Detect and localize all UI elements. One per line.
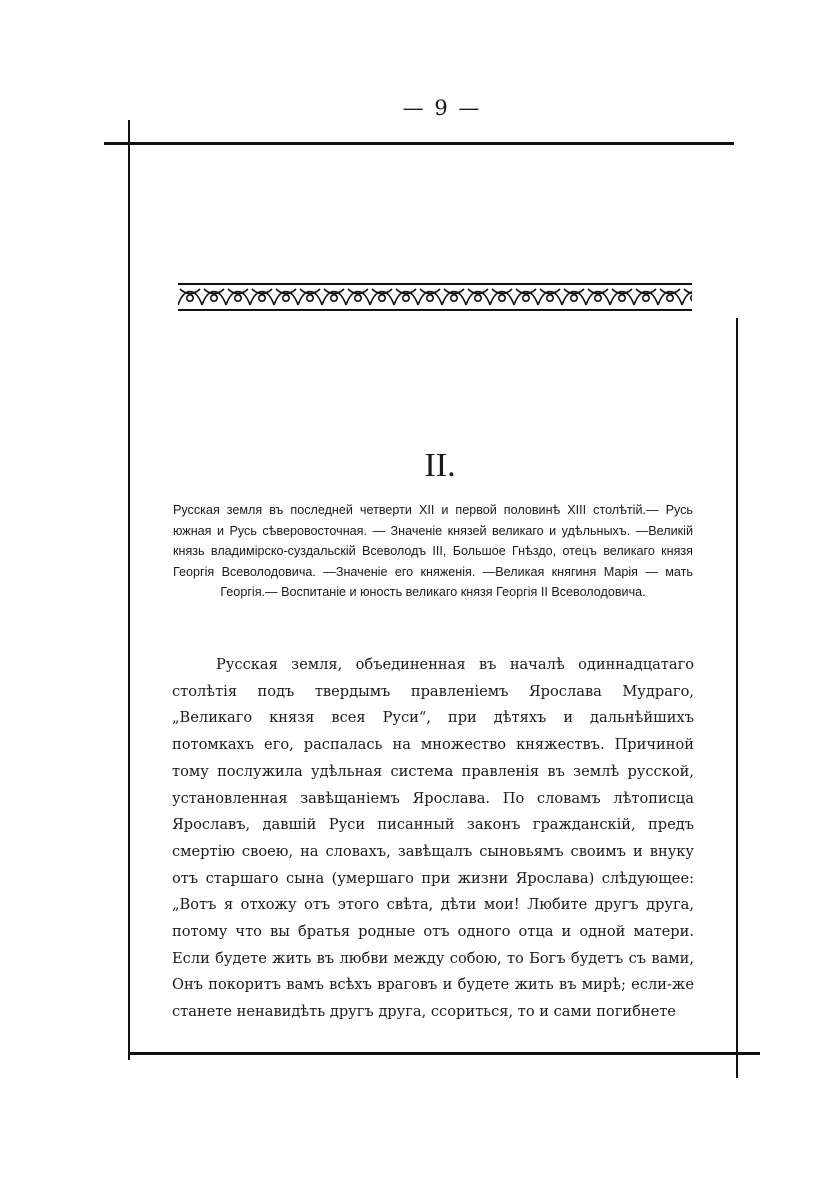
ornament-ring — [379, 295, 385, 301]
page-number: — 9 — — [402, 96, 482, 120]
ornament-ring — [547, 295, 553, 301]
ornament-ring — [259, 295, 265, 301]
ornament-ring — [403, 295, 409, 301]
ornament-band — [178, 283, 692, 311]
ornament-ring — [331, 295, 337, 301]
ornament-ring — [355, 295, 361, 301]
ornament-ring — [475, 295, 481, 301]
ornament-ring — [667, 295, 673, 301]
ornament-ring — [235, 295, 241, 301]
ornament-ring — [187, 295, 193, 301]
ornament-ring — [451, 295, 457, 301]
ornament-ring — [571, 295, 577, 301]
left-rule — [128, 120, 130, 1060]
chapter-numeral: II. — [424, 447, 456, 484]
ornament-ring — [595, 295, 601, 301]
ornament-ring — [523, 295, 529, 301]
ornament-ring — [211, 295, 217, 301]
ornament-swirl — [684, 289, 692, 294]
ornament-ring — [307, 295, 313, 301]
chapter-summary: Русская земля въ последней четверти XII и первой половинѣ XIII столѣтій.— Русь южная и Русь сѣверовосточная. — Значеніе князей великаго и удѣльныхъ. —Великій князь владимірско-суздальскій Всеволодъ III, Большое Гнѣздо, отецъ великаго князя Георгія Всеволодовича. —Значеніе его княженія. —Великая княгиня Марія — мать Георгія.— Воспитаніе и юность великаго князя Георгія II Всеволодовича. — [173, 503, 693, 599]
right-rule — [736, 318, 738, 1078]
ornament-ring — [619, 295, 625, 301]
ornament-ring — [643, 295, 649, 301]
ornament-ring — [499, 295, 505, 301]
ornament-ring — [283, 295, 289, 301]
ornament-ring — [427, 295, 433, 301]
bottom-rule — [128, 1052, 760, 1055]
ornament-ring — [691, 295, 692, 301]
top-rule — [104, 142, 734, 145]
body-paragraph: Русская земля, объединенная въ началѣ одиннадцатаго столѣтія подъ твердымъ правленіемъ Ярослава Мудраго, „Великаго князя всея Руси“, при дѣтяхъ и дальнѣйшихъ потомкахъ его, распалась на множество княжествъ. Причиной тому послужила удѣльная система правленія въ землѣ русской, установленная завѣщаніемъ Ярослава. По словамъ лѣтописца Ярославъ, давшій Руси писанный законъ гражданскій, предъ смертію своею, на словахъ, завѣщалъ сыновьямъ своимъ и внуку отъ старшаго сына (умершаго при жизни Ярослава) слѣдующее: „Вотъ я отхожу отъ этого свѣта, дѣти мои! Любите другъ друга, потому что вы братья родные отъ одного отца и одной матери. Если будете жить въ любви между собою, то Богъ будетъ съ вами, Онъ покоритъ вамъ всѣхъ враговъ и будете жить въ мирѣ; если-же станете ненавидѣть другъ друга, ссориться, то и сами погибнете — [172, 656, 694, 1021]
